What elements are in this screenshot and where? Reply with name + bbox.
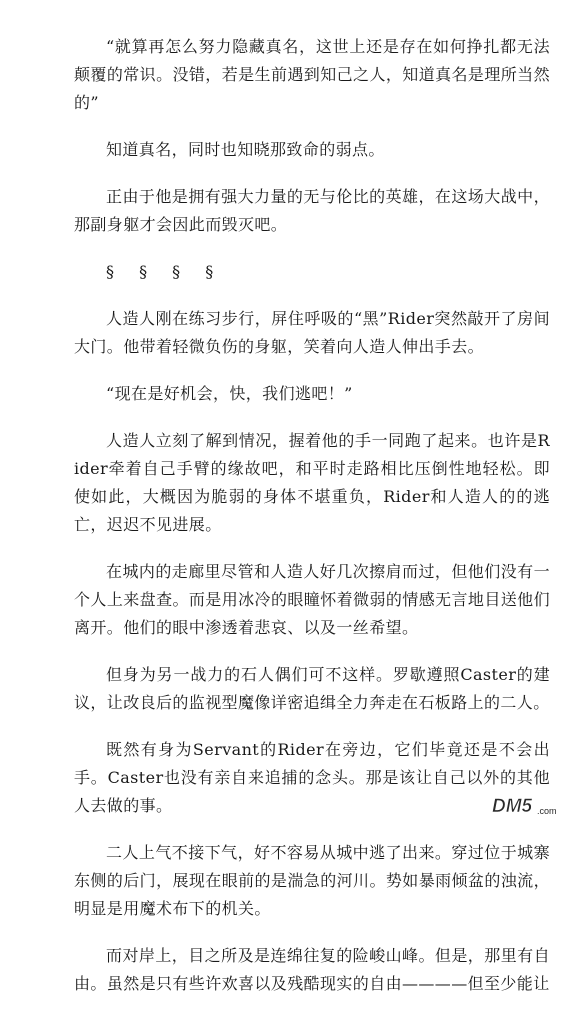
paragraph: 既然有身为Servant的Rider在旁边，它们毕竟还是不会出手。Caster也没有亲自来追捕的念头。那是该让自己以外的其他人去做的事。 [74, 740, 550, 815]
text-body [74, 33, 550, 1017]
paragraph: 在城内的走廊里尽管和人造人好几次擦肩而过，但他们没有一个人上来盘查。而是用冰冷的眼瞳怀着微弱的情感无言地目送他们离开。他们的眼中渗透着悲哀、以及一丝希望。 [74, 562, 550, 637]
paragraph: 正由于他是拥有强大力量的无与伦比的英雄，在这场大战中，那副身躯才会因此而毁灭吧。 [74, 187, 550, 234]
paragraph: 知道真名，同时也知晓那致命的弱点。 [106, 140, 385, 159]
paragraph: 但身为另一战力的石人偶们可不这样。罗歇遵照Caster的建议，让改良后的监视型魔像详密追缉全力奔走在石板路上的二人。 [74, 665, 550, 712]
paragraph: “现在是好机会，快，我们逃吧！” [106, 384, 353, 403]
paragraph: “就算再怎么努力隐藏真名，这世上还是存在如何挣扎都无法颠覆的常识。没错，若是生前遇到知己之人，知道真名是理所当然的” [74, 37, 550, 112]
paragraph: 而对岸上，目之所及是连绵往复的险峻山峰。但是，那里有自由。虽然是只有些许欢喜以及残酷现实的自由————但至少能让 [74, 946, 550, 993]
paragraph: 人造人立刻了解到情况，握着他的手一同跑了起来。也许是Rider牵着自己手臂的缘故吧，和平时走路相比压倒性地轻松。即使如此，大概因为脆弱的身体不堪重负，Rider和人造人的的逃亡，迟迟不见进展。 [74, 431, 550, 534]
site-watermark-logo [491, 792, 569, 818]
paragraph: 二人上气不接下气，好不容易从城中逃了出来。穿过位于城寨东侧的后门，展现在眼前的是湍急的河川。势如暴雨倾盆的浊流，明显是用魔术布下的机关。 [74, 843, 550, 918]
paragraph: 人造人刚在练习步行，屏住呼吸的“黑”Rider突然敲开了房间大门。他带着轻微负伤的身躯，笑着向人造人伸出手去。 [74, 309, 550, 356]
section-break: § § § § [106, 262, 224, 281]
watermark-suffix: .com [537, 806, 557, 816]
watermark-text: DM5 [492, 796, 533, 817]
